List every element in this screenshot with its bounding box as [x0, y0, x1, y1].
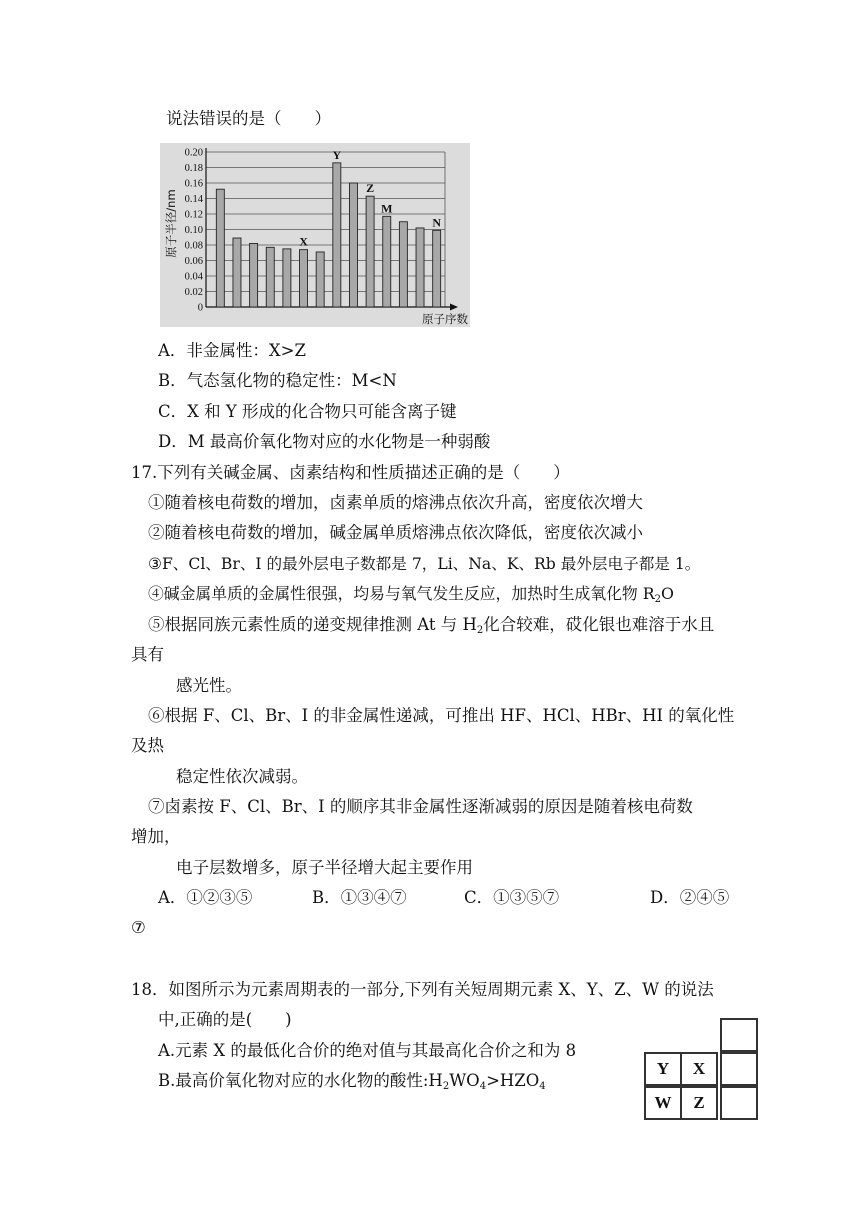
bar — [300, 250, 308, 307]
q18-option-a: A.元素 X 的最低化合价的绝对值与其最高化合价之和为 8 — [158, 1041, 577, 1060]
q17-stem: 17.下列有关碱金属、卤素结构和性质描述正确的是（ ） — [131, 463, 570, 482]
table-cell-empty — [720, 1052, 758, 1086]
q17-statement-6: ⑥根据 F、Cl、Br、I 的非金属性递减，可推出 HF、HCl、HBr、HI 的氧化性 — [148, 706, 735, 725]
bar — [216, 189, 224, 307]
x-axis-arrow — [450, 304, 458, 311]
bar — [266, 247, 274, 307]
q17-option-b: B．①③④⑦ — [312, 888, 407, 907]
table-cell-y: Y — [644, 1052, 682, 1086]
table-cell-empty — [720, 1086, 758, 1120]
q17-statement-5-wrap: 具有 — [131, 645, 164, 664]
q17-statement-2: ②随着核电荷数的增加，碱金属单质熔沸点依次降低，密度依次减小 — [148, 523, 643, 542]
q17-option-a: A．①②③⑤ — [158, 888, 253, 907]
y-tick-label: 0.02 — [184, 287, 203, 298]
bar — [433, 230, 441, 307]
q17-option-d: D．②④⑤ — [650, 888, 730, 907]
bar — [333, 163, 341, 307]
q17-statement-3: ③F、Cl、Br、I 的最外层电子数都是 7，Li、Na、K、Rb 最外层电子都是 1。 — [148, 555, 701, 573]
q17-statement-7: ⑦卤素按 F、Cl、Br、I 的顺序其非金属性逐渐减弱的原因是随着核电荷数 — [148, 797, 693, 816]
q18-stem-cont: 中,正确的是( ) — [158, 1010, 292, 1029]
bar-label: Z — [366, 181, 375, 196]
table-cell-w: W — [644, 1086, 682, 1120]
y-tick-label: 0 — [197, 302, 203, 314]
bar-label: Y — [332, 147, 342, 162]
q17-statement-5-cont: 感光性。 — [176, 676, 242, 695]
bar — [366, 196, 374, 307]
y-tick-label: 0.12 — [184, 209, 203, 221]
bar — [349, 183, 357, 307]
q16-stem-tail: 说法错误的是（ ） — [166, 109, 331, 128]
q17-option-c: C．①③⑤⑦ — [464, 888, 560, 907]
bar-label: N — [432, 215, 442, 230]
q18-option-b: B.最高价氧化物对应的水化物的酸性$:H_2WO_4>HZO_4$ — [158, 1071, 546, 1092]
table-cell-empty — [720, 1018, 758, 1052]
y-tick-label: 0.06 — [184, 256, 203, 267]
y-tick-label: 0.18 — [184, 163, 203, 174]
bar — [383, 216, 391, 307]
q17-statement-6-cont: 稳定性依次减弱。 — [176, 767, 308, 786]
q17-statement-5: ⑤根据同族元素性质的递变规律推测 At 与 $H_2$化合较难，砹化银也难溶于水且 — [148, 615, 715, 636]
bar-label: X — [299, 234, 308, 249]
q17-option-d-wrap: ⑦ — [131, 918, 146, 937]
x-axis-label: 原子序数 — [422, 312, 468, 326]
y-axis-label: 原子半径/nm — [164, 189, 178, 258]
table-cell-z: Z — [680, 1086, 718, 1120]
q16-option-d: D．M 最高价氧化物对应的水化物是一种弱酸 — [158, 432, 491, 451]
bar — [416, 228, 424, 307]
y-tick-label: 0.16 — [184, 178, 203, 190]
bar — [399, 222, 407, 307]
q17-statement-1: ①随着核电荷数的增加，卤素单质的熔沸点依次升高，密度依次增大 — [148, 493, 643, 512]
q16-option-c: C．X 和 Y 形成的化合物只可能含离子键 — [158, 402, 457, 421]
q17-statement-7-cont: 电子层数增多，原子半径增大起主要作用 — [176, 858, 473, 877]
bar — [283, 249, 291, 307]
bar-label: M — [381, 201, 393, 216]
bar — [316, 252, 324, 307]
bar — [233, 238, 241, 307]
q16-option-b: B．气态氢化物的稳定性：M<N — [158, 371, 397, 390]
y-tick-label: 0.04 — [184, 271, 203, 283]
bar — [250, 243, 258, 307]
y-tick-label: 0.20 — [184, 147, 203, 159]
q18-stem: 18．如图所示为元素周期表的一部分,下列有关短周期元素 X、Y、Z、W 的说法 — [131, 980, 714, 999]
q17-statement-4: ④碱金属单质的金属性很强，均易与氧气发生反应，加热时生成氧化物 $R_2O$ — [148, 584, 674, 605]
y-tick-label: 0.08 — [184, 240, 203, 252]
q16-option-a: A．非金属性：X>Z — [158, 341, 306, 360]
y-tick-label: 0.14 — [184, 194, 203, 205]
table-cell-x: X — [680, 1052, 718, 1086]
y-tick-label: 0.10 — [184, 225, 203, 236]
atomic-radius-chart — [160, 143, 470, 327]
q17-statement-6-wrap: 及热 — [131, 736, 164, 755]
q17-statement-7-wrap: 增加， — [131, 827, 181, 846]
